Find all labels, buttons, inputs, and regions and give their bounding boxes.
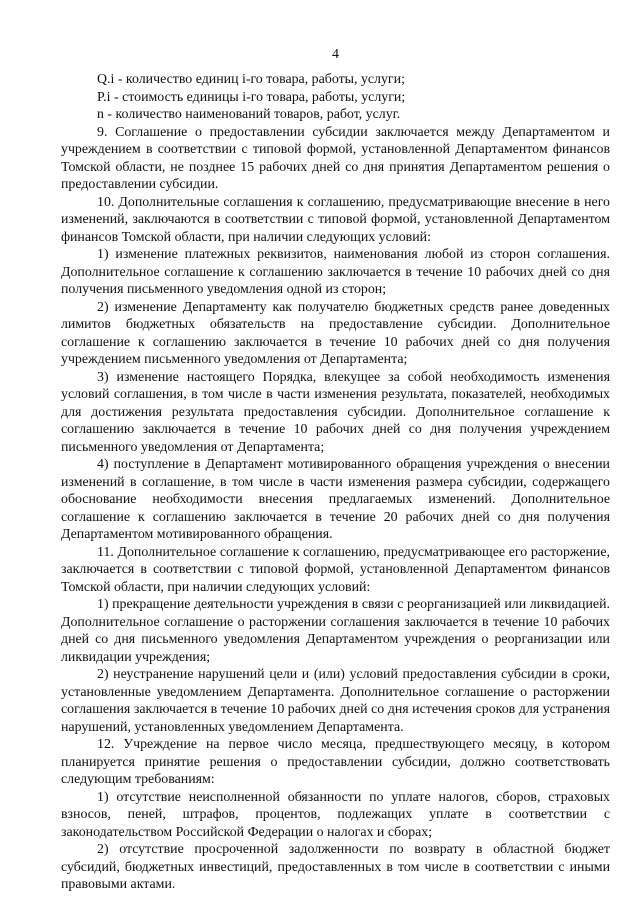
paragraph-clause-11-item-1: 1) прекращение деятельности учреждения в связи с реорганизацией или ликвидацией. Дополнительное соглашение о расторжении соглашения заключается в течение 10 рабочих дней со дня письменного уведомления Департаментом учреждения о реорганизации или ликвидации учреждения; (61, 597, 610, 665)
paragraph-clause-10-item-3: 3) изменение настоящего Порядка, влекущее за собой необходимость изменения условий соглашения, в том числе в части изменения результата, показателей, необходимых для достижения результата предоставления субсидии. Дополнительное соглашение к соглашению заключается в течение 10 рабочих дней со дня получения учреждением письменного уведомления от Департамента; (61, 369, 610, 455)
paragraph-clause-9: 9. Соглашение о предоставлении субсидии заключается между Департаментом и учреждением в соответствии с типовой формой, установленной Департаментом финансов Томской области, не позднее 15 рабочих дней со дня принятия Департаментом решения о предоставлении субсидии. (61, 124, 610, 192)
document-page (61, 0, 610, 905)
paragraph-clause-11-item-2: 2) неустранение нарушений цели и (или) условий предоставления субсидии в сроки, установленные уведомлением Департамента. Дополнительное соглашение о расторжении соглашения заключается в течение 10 рабочих дней со дня истечения сроков для устранения нарушений, установленных уведомлением Департамента. (61, 667, 610, 735)
paragraph-clause-10-item-4: 4) поступление в Департамент мотивированного обращения учреждения о внесении изменений в соглашение, в том числе в части изменения размера субсидии, содержащего обоснование необходимости внесения предлагаемых изменений. Дополнительное соглашение к соглашению заключается в течение 20 рабочих дней со дня получения Департаментом мотивированного обращения. (61, 457, 610, 542)
paragraph-pi-definition: P.i - стоимость единицы i-го товара, работы, услуги; (97, 89, 406, 105)
page-number: 4 (332, 47, 339, 62)
paragraph-clause-10-item-2: 2) изменение Департаменту как получателю бюджетных средств ранее доведенных лимитов бюджетных обязательств на предоставление субсидии. Дополнительное соглашение к соглашению заключается в течение 10 рабочих дней со дня получения учреждением письменного уведомления от Департамента; (61, 299, 610, 367)
document-body (61, 71, 610, 894)
paragraph-clause-11: 11. Дополнительное соглашение к соглашению, предусматривающее его расторжение, заключается в соответствии с типовой формой, установленной Департаментом финансов Томской области, при наличии следующих условий: (61, 544, 610, 595)
paragraph-qi-definition: Q.i - количество единиц i-го товара, работы, услуги; (97, 72, 405, 87)
paragraph-clause-10-item-1: 1) изменение платежных реквизитов, наименования любой из сторон соглашения. Дополнительное соглашение к соглашению заключается в течение 10 рабочих дней со дня получения письменного уведомления одной из сторон; (61, 247, 610, 297)
paragraph-clause-12-item-1: 1) отсутствие неисполненной обязанности по уплате налогов, сборов, страховых взносов, пеней, штрафов, процентов, подлежащих уплате в соответствии с законодательством Российской Федерации о налогах и сборах; (61, 789, 610, 840)
paragraph-clause-12: 12. Учреждение на первое число месяца, предшествующего месяцу, в котором планируется принятие решения о предоставлении субсидии, должно соответствовать следующим требованиям: (61, 737, 610, 787)
paragraph-n-definition: n - количество наименований товаров, работ, услуг. (97, 107, 401, 122)
paragraph-clause-12-item-2: 2) отсутствие просроченной задолженности по возврату в областной бюджет субсидий, бюджетных инвестиций, предоставленных в том числе в соответствии с иными правовыми актами. (61, 842, 610, 892)
paragraph-clause-10: 10. Дополнительные соглашения к соглашению, предусматривающие внесение в него изменений, заключаются в соответствии с типовой формой, установленной Департаментом финансов Томской области, при наличии следующих условий: (61, 194, 610, 245)
